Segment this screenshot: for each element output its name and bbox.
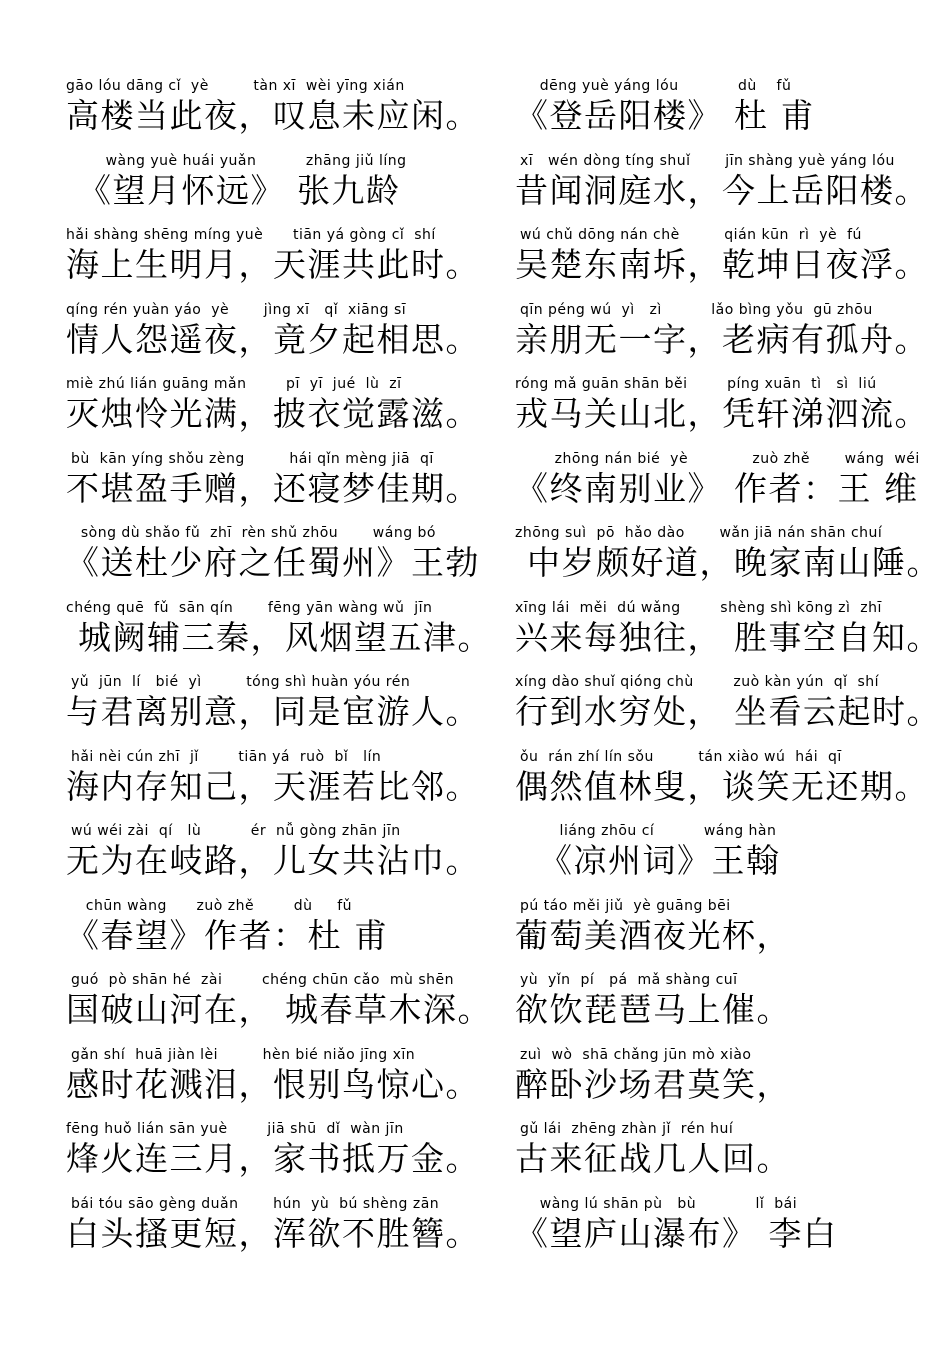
hanzi-text: 海上生明月，天涯共此时。 — [66, 245, 480, 284]
hanzi-text: 海内存知己，天涯若比邻。 — [66, 766, 480, 806]
poem-line — [515, 227, 947, 302]
poem-line — [515, 302, 947, 377]
hanzi-text: 欲饮琵琶马上催。 — [515, 990, 791, 1029]
pinyin-text: bái tóu sāo gèng duǎn hún yù bú shèng zān — [66, 1195, 440, 1212]
pinyin-text: ǒu rán zhí lín sǒu tán xiào wú hái qī — [515, 748, 842, 765]
poem-line — [515, 600, 947, 675]
hanzi-text: 中岁颇好道，晚家南山陲。 — [515, 543, 941, 582]
poem-line — [515, 78, 947, 153]
poem-line — [515, 153, 947, 228]
poem-line — [66, 749, 506, 824]
pinyin-text: wú chǔ dōng nán chè qián kūn rì yè fú — [515, 227, 862, 243]
hanzi-text: 戎马关山北，凭轩涕泗流。 — [515, 394, 929, 433]
poem-line — [515, 1196, 947, 1271]
poem-line — [66, 1121, 506, 1196]
poem-line — [515, 525, 947, 600]
hanzi-text: 城阙辅三秦，风烟望五津。 — [66, 617, 492, 657]
hanzi-text: 灭烛怜光满，披衣觉露滋。 — [66, 394, 480, 433]
poem-line — [66, 1047, 506, 1122]
pinyin-text: yù yǐn pí pá mǎ shàng cuī — [515, 972, 738, 988]
poem-line — [66, 227, 506, 302]
hanzi-text: 《望庐山瀑布》 李白 — [515, 1213, 838, 1253]
pinyin-text: pú táo měi jiǔ yè guāng bēi — [515, 897, 731, 914]
pinyin-text: chéng quē fǔ sān qín fēng yān wàng wǔ jīn — [66, 599, 433, 616]
pinyin-text: liáng zhōu cí wáng hàn — [515, 823, 777, 839]
pinyin-text: wàng yuè huái yuǎn zhāng jiǔ líng — [66, 152, 407, 169]
poem-line — [66, 823, 506, 898]
pinyin-text: yǔ jūn lí bié yì tóng shì huàn yóu rén — [66, 674, 411, 690]
pinyin-text: xíng dào shuǐ qióng chù zuò kàn yún qǐ shí — [515, 674, 880, 690]
poem-line — [66, 302, 506, 377]
poem-line — [66, 600, 506, 675]
pinyin-text: qīn péng wú yì zì lǎo bìng yǒu gū zhōu — [515, 301, 873, 318]
poem-line — [515, 674, 947, 749]
poem-line — [66, 451, 506, 526]
hanzi-text: 《登岳阳楼》 杜 甫 — [515, 96, 815, 135]
poem-line — [66, 674, 506, 749]
hanzi-text: 国破山河在， 城春草木深。 — [66, 990, 492, 1029]
poem-line — [66, 153, 506, 228]
poem-line — [515, 451, 947, 526]
poem-line — [515, 972, 947, 1047]
pinyin-text: zhōng nán bié yè zuò zhě wáng wéi — [515, 450, 920, 467]
pinyin-text: xīng lái měi dú wǎng shèng shì kōng zì zhī — [515, 599, 882, 616]
poem-line — [515, 898, 947, 973]
poem-line — [515, 1047, 947, 1122]
poem-line — [66, 376, 506, 451]
hanzi-text: 行到水穷处， 坐看云起时。 — [515, 692, 941, 731]
hanzi-text: 感时花溅泪，恨别鸟惊心。 — [66, 1064, 480, 1104]
poem-line — [66, 525, 506, 600]
hanzi-text: 兴来每独往， 胜事空自知。 — [515, 617, 941, 657]
pinyin-text: xī wén dòng tíng shuǐ jīn shàng yuè yáng lóu — [515, 152, 895, 169]
poem-line — [66, 972, 506, 1047]
hanzi-text: 《终南别业》 作者：王 维 — [515, 468, 919, 508]
left-poem-column — [66, 78, 506, 1270]
poem-line — [515, 749, 947, 824]
hanzi-text: 偶然值林叟，谈笑无还期。 — [515, 766, 929, 806]
pinyin-text: wàng lú shān pù bù lǐ bái — [515, 1195, 798, 1212]
hanzi-text: 情人怨遥夜，竟夕起相思。 — [66, 319, 480, 359]
pinyin-text: gǔ lái zhēng zhàn jǐ rén huí — [515, 1121, 734, 1137]
hanzi-text: 《望月怀远》 张九龄 — [66, 170, 401, 210]
poem-line — [515, 823, 947, 898]
pinyin-text: zhōng suì pō hǎo dào wǎn jiā nán shān chuí — [515, 525, 883, 541]
poem-line — [515, 376, 947, 451]
poem-line — [66, 78, 506, 153]
poem-line — [66, 1196, 506, 1271]
pinyin-text: chūn wàng zuò zhě dù fǔ — [66, 897, 353, 914]
hanzi-text: 吴楚东南坼，乾坤日夜浮。 — [515, 245, 929, 284]
pinyin-text: zuì wò shā chǎng jūn mò xiào — [515, 1046, 752, 1063]
pinyin-text: hǎi shàng shēng míng yuè tiān yá gòng cǐ shí — [66, 227, 436, 243]
hanzi-text: 昔闻洞庭水，今上岳阳楼。 — [515, 170, 929, 210]
pinyin-text: guó pò shān hé zài chéng chūn cǎo mù shēn — [66, 972, 454, 988]
poem-line — [66, 898, 506, 973]
hanzi-text: 白头搔更短，浑欲不胜簪。 — [66, 1213, 480, 1253]
pinyin-text: miè zhú lián guāng mǎn pī yī jué lù zī — [66, 376, 402, 392]
hanzi-text: 古来征战几人回。 — [515, 1139, 791, 1178]
pinyin-text: wú wéi zài qí lù ér nǚ gòng zhān jīn — [66, 823, 401, 839]
hanzi-text: 烽火连三月，家书抵万金。 — [66, 1139, 480, 1178]
right-poem-column — [515, 78, 947, 1270]
hanzi-text: 无为在岐路，儿女共沾巾。 — [66, 841, 480, 880]
poem-line — [515, 1121, 947, 1196]
pinyin-text: gāo lóu dāng cǐ yè tàn xī wèi yīng xián — [66, 78, 405, 94]
pinyin-text: dēng yuè yáng lóu dù fǔ — [515, 78, 792, 94]
hanzi-text: 《凉州词》王翰 — [515, 841, 781, 880]
pinyin-text: róng mǎ guān shān běi píng xuān tì sì liú — [515, 376, 877, 392]
hanzi-text: 《春望》作者：杜 甫 — [66, 915, 389, 955]
pinyin-text: bù kān yíng shǒu zèng hái qǐn mèng jiā qī — [66, 450, 434, 467]
hanzi-text: 醉卧沙场君莫笑， — [515, 1064, 791, 1104]
hanzi-text: 《送杜少府之任蜀州》王勃 — [66, 543, 480, 582]
hanzi-text: 与君离别意，同是宦游人。 — [66, 692, 480, 731]
pinyin-text: qíng rén yuàn yáo yè jìng xī qǐ xiāng sī — [66, 301, 407, 318]
hanzi-text: 不堪盈手赠，还寝梦佳期。 — [66, 468, 480, 508]
hanzi-text: 葡萄美酒夜光杯， — [515, 915, 791, 955]
hanzi-text: 亲朋无一字，老病有孤舟。 — [515, 319, 929, 359]
pinyin-text: hǎi nèi cún zhī jǐ tiān yá ruò bǐ lín — [66, 748, 382, 765]
pinyin-text: sòng dù shǎo fǔ zhī rèn shǔ zhōu wáng bó — [66, 525, 436, 541]
hanzi-text: 高楼当此夜，叹息未应闲。 — [66, 96, 480, 135]
pinyin-text: gǎn shí huā jiàn lèi hèn bié niǎo jīng xīn — [66, 1046, 416, 1063]
pinyin-text: fēng huǒ lián sān yuè jiā shū dǐ wàn jīn — [66, 1121, 404, 1137]
